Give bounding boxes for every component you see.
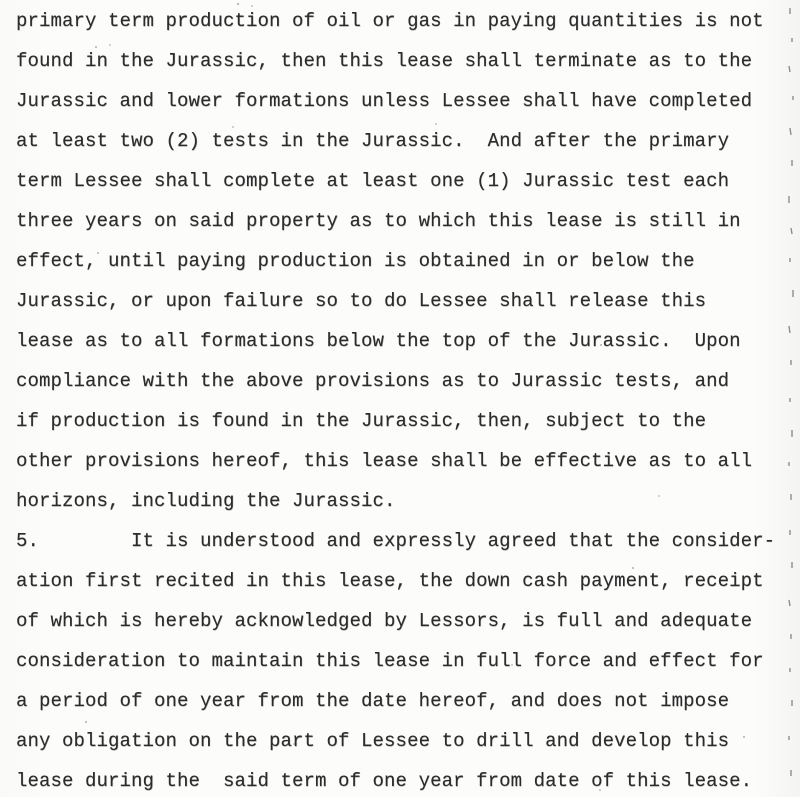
text-line: horizons, including the Jurassic.	[16, 490, 396, 512]
text-line: compliance with the above provisions as to Jurassic tests, and	[16, 370, 730, 392]
text-line: consideration to maintain this lease in full force and effect for	[16, 650, 764, 672]
text-line: ation first recited in this lease, the down cash payment, receipt	[16, 570, 764, 592]
text-line: of which is hereby acknowledged by Lessors, is full and adequate	[16, 610, 753, 632]
text-line: effect, until paying production is obtained in or below the	[16, 250, 695, 272]
text-line: Jurassic and lower formations unless Lessee shall have completed	[16, 90, 753, 112]
text-line: term Lessee shall complete at least one (1) Jurassic test each	[16, 170, 730, 192]
text-line: other provisions hereof, this lease shall be effective as to all	[16, 450, 753, 472]
text-line: at least two (2) tests in the Jurassic. And after the primary	[16, 130, 730, 152]
text-line: three years on said property as to which this lease is still in	[16, 210, 741, 232]
text-line: a period of one year from the date hereof, and does not impose	[16, 690, 730, 712]
text-line: any obligation on the part of Lessee to drill and develop this	[16, 730, 730, 752]
text-line: if production is found in the Jurassic, then, subject to the	[16, 410, 707, 432]
text-line-paragraph-5-start: 5. It is understood and expressly agreed that the consider-	[16, 530, 776, 552]
text-line: Jurassic, or upon failure so to do Lessee shall release this	[16, 290, 707, 312]
text-line: lease during the said term of one year from date of this lease.	[16, 770, 753, 792]
text-line: found in the Jurassic, then this lease shall terminate as to the	[16, 50, 753, 72]
text-line: lease as to all formations below the top of the Jurassic. Upon	[16, 330, 741, 352]
text-line: primary term production of oil or gas in paying quantities is not	[16, 10, 764, 32]
typewritten-text-block	[16, 1, 800, 797]
